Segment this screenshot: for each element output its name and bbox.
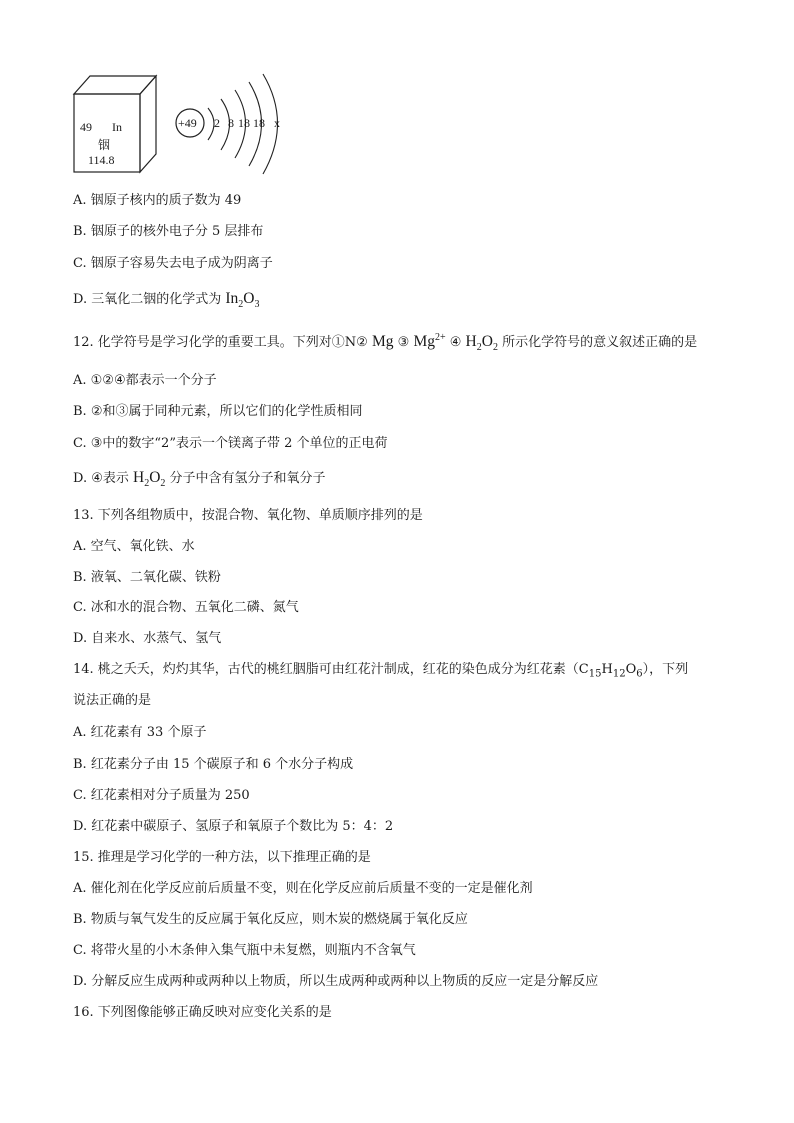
mg-ion: $Mg^{2+}$ bbox=[413, 331, 446, 350]
q16-stem: 16. 下列图像能够正确反映对应变化关系的是 bbox=[73, 1005, 332, 1020]
q14-option-a: A. 红花素有 33 个原子 bbox=[73, 725, 207, 740]
indium-figure bbox=[70, 70, 300, 176]
q12-option-d: D. ④表示 $H_2O_2$ 分子中含有氢分子和氧分子 bbox=[73, 469, 326, 490]
q11-option-c: C. 铟原子容易失去电子成为阴离子 bbox=[73, 256, 273, 271]
shell-3-electrons: 18 bbox=[238, 116, 250, 130]
in2o3-formula: $In_2O_3$ bbox=[225, 290, 260, 311]
q13-option-b: B. 液氧、二氧化碳、铁粉 bbox=[73, 570, 221, 585]
element-mass: 114.8 bbox=[88, 153, 115, 167]
h2o2-formula: $H_2O_2$ bbox=[465, 333, 498, 354]
shell-2-electrons: 8 bbox=[228, 116, 234, 130]
q15-stem: 15. 推理是学习化学的一种方法，以下推理正确的是 bbox=[73, 850, 371, 865]
q12-option-c: C. ③中的数字“2”表示一个镁离子带 2 个单位的正电荷 bbox=[73, 436, 388, 451]
shell-1-electrons: 2 bbox=[214, 116, 220, 130]
q15-option-d: D. 分解反应生成两种或两种以上物质，所以生成两种或两种以上物质的反应一定是分解反应 bbox=[73, 974, 599, 989]
shell-5-electrons: x bbox=[274, 116, 280, 130]
q14-stem-line2: 说法正确的是 bbox=[73, 693, 152, 708]
q13-option-c: C. 冰和水的混合物、五氧化二磷、氮气 bbox=[73, 600, 299, 615]
h2o2-formula-d: $H_2O_2$ bbox=[133, 469, 166, 490]
q14-stem-line1: 14. 桃之夭夭，灼灼其华，古代的桃红胭脂可由红花汁制成，红花的染色成分为红花素$(C_{15}H_{12}O_6)$，下列 bbox=[73, 662, 689, 680]
q13-option-d: D. 自来水、水蒸气、氢气 bbox=[73, 631, 222, 646]
element-name: 铟 bbox=[98, 138, 111, 152]
q14-option-c: C. 红花素相对分子质量为 250 bbox=[73, 788, 250, 803]
nucleus-charge: +49 bbox=[178, 116, 197, 130]
q12-stem: 12. 化学符号是学习化学的重要工具。下列对①N② Mg ③ $Mg^{2+}$ ④ $H_2O_2$ 所示化学符号的意义叙述正确的是 bbox=[73, 331, 698, 354]
q12-option-b: B. ②和③属于同种元素，所以它们的化学性质相同 bbox=[73, 404, 363, 419]
q15-option-c: C. 将带火星的小木条伸入集气瓶中未复燃，则瓶内不含氧气 bbox=[73, 943, 416, 958]
q14-option-d: D. 红花素中碳原子、氢原子和氧原子个数比为 5：4：2 bbox=[73, 819, 394, 834]
q15-option-b: B. 物质与氧气发生的反应属于氧化反应，则木炭的燃烧属于氧化反应 bbox=[73, 912, 468, 927]
q11-option-a: A. 铟原子核内的质子数为 49 bbox=[73, 193, 242, 208]
q11-option-d-text: D. 三氧化二铟的化学式为 bbox=[73, 292, 226, 307]
q14-option-b: B. 红花素分子由 15 个碳原子和 6 个水分子构成 bbox=[73, 757, 354, 772]
q12-option-a: A. ①②④都表示一个分子 bbox=[73, 373, 217, 388]
shell-4-electrons: 18 bbox=[253, 116, 265, 130]
element-symbol: In bbox=[112, 120, 122, 134]
q11-option-b: B. 铟原子的核外电子分 5 层排布 bbox=[73, 224, 264, 239]
q13-stem: 13. 下列各组物质中，按混合物、氧化物、单质顺序排列的是 bbox=[73, 508, 423, 523]
q13-option-a: A. 空气、氧化铁、水 bbox=[73, 539, 195, 554]
q15-option-a: A. 催化剂在化学反应前后质量不变，则在化学反应前后质量不变的一定是催化剂 bbox=[73, 881, 533, 896]
element-number: 49 bbox=[80, 120, 92, 134]
q11-option-d bbox=[73, 290, 259, 309]
